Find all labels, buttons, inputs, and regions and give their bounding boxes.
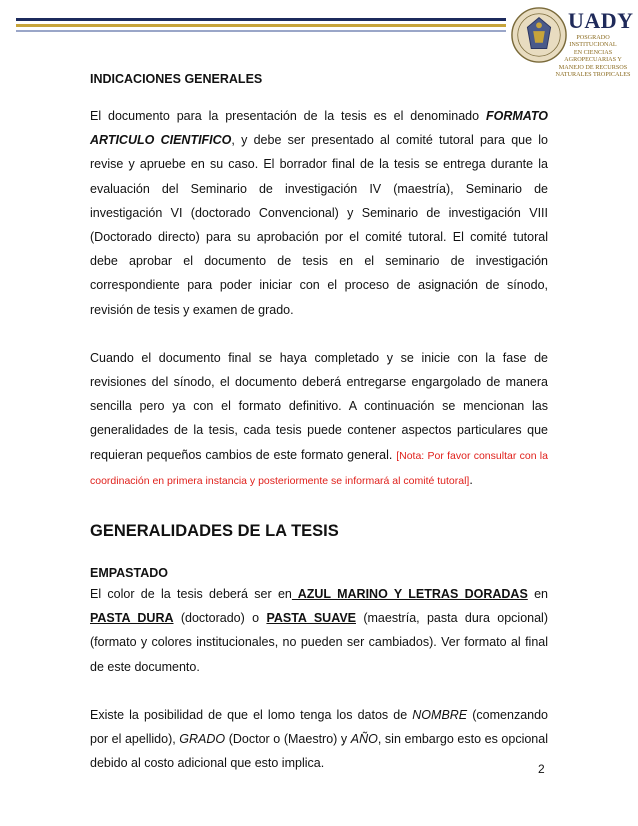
text-run: (doctorado) o [173, 611, 267, 626]
header-line-gold [16, 24, 506, 27]
text-run: (maestría, pasta dura opcional) (formato y colores institucionales, no pueden ser cambiados). Ver formato al final de este documento. [90, 611, 548, 674]
text-run: El documento para la presentación de la tesis es el denominado [90, 109, 486, 123]
text-run: en [527, 587, 548, 602]
paragraph-lomo [90, 703, 548, 776]
paragraph-color [90, 582, 548, 679]
logo-subtitle-line: AGROPECUARIAS Y [564, 56, 622, 64]
hard-cover-spec: PASTA DURA [90, 611, 174, 626]
format-name: FORMATO ARTICULO CIENTIFICO [90, 109, 548, 148]
logo-subtitle-line: MANEJO DE RECURSOS [558, 63, 628, 71]
section-heading-generalidades: GENERALIDADES DE LA TESIS [90, 522, 339, 541]
section-heading-indicaciones: INDICACIONES GENERALES [90, 72, 263, 86]
logo-name: UADY [568, 8, 634, 33]
logo-subtitle-line: POSGRADO [576, 34, 610, 41]
logo-subtitle-line: INSTITUCIONAL [569, 41, 617, 49]
soft-cover-spec: PASTA SUAVE [266, 611, 356, 626]
text-run: (Doctor o (Maestro) y [225, 732, 351, 747]
paragraph-formato [90, 104, 548, 322]
coordination-note: [Nota: Por favor consultar con la coordinación en primera instancia y posteriormente se informará al comité tutoral] [90, 449, 548, 487]
logo-subtitle-line: NATURALES TROPICALES [555, 71, 631, 79]
text-run: Cuando el documento final se haya completado y se inicie con la fase de revisiones del sínodo, el documento deberá entregarse engargolado de manera sencilla pero ya con el formato definitivo. A continuación se mencionan las generalidades de la tesis, cada tesis puede contener aspectos particulares que requieran pequeños cambios de este formato general. [90, 350, 548, 462]
text-run: El color de la tesis deberá ser en [90, 587, 292, 602]
text-run: (comenzando por el apellido), [90, 707, 548, 747]
header-lines [16, 18, 506, 40]
page-number: 2 [538, 762, 545, 776]
header-line-light [16, 30, 506, 32]
text-run: , y debe ser presentado al comité tutoral para que lo revise y apruebe en su caso. El borrador final de la tesis se entrega durante la evaluación del Seminario de investigación IV (maestría), Seminario de investigación VI (doctorado Convencional) y Seminario de investigación VIII (Doctorado directo) para su aprobación por el comité tutoral. El comité tutoral debe aprobar el documento de tesis en el seminario de investigación correspondiente para poder iniciar con el proceso de asignación de sínodo, revisión de tesis y examen de grado. [90, 133, 549, 317]
document-body [90, 70, 548, 775]
color-spec: AZUL MARINO Y LETRAS DORADAS [291, 587, 528, 602]
logo-subtitle-line: EN CIENCIAS [573, 48, 613, 56]
paragraph-revisiones [90, 346, 548, 493]
logo-subtitle [550, 34, 636, 78]
subsection-heading-empastado: EMPASTADO [90, 566, 169, 581]
text-run: . [469, 472, 473, 487]
spine-field-name: NOMBRE [412, 707, 468, 722]
text-run: Existe la posibilidad de que el lomo tenga los datos de [90, 707, 413, 722]
header-line-navy [16, 18, 506, 21]
spine-field-grade: GRADO [179, 732, 226, 747]
text-run: , sin embargo esto es opcional debido al costo adicional que esto implica. [90, 732, 548, 771]
spine-field-year: AÑO [350, 732, 378, 747]
